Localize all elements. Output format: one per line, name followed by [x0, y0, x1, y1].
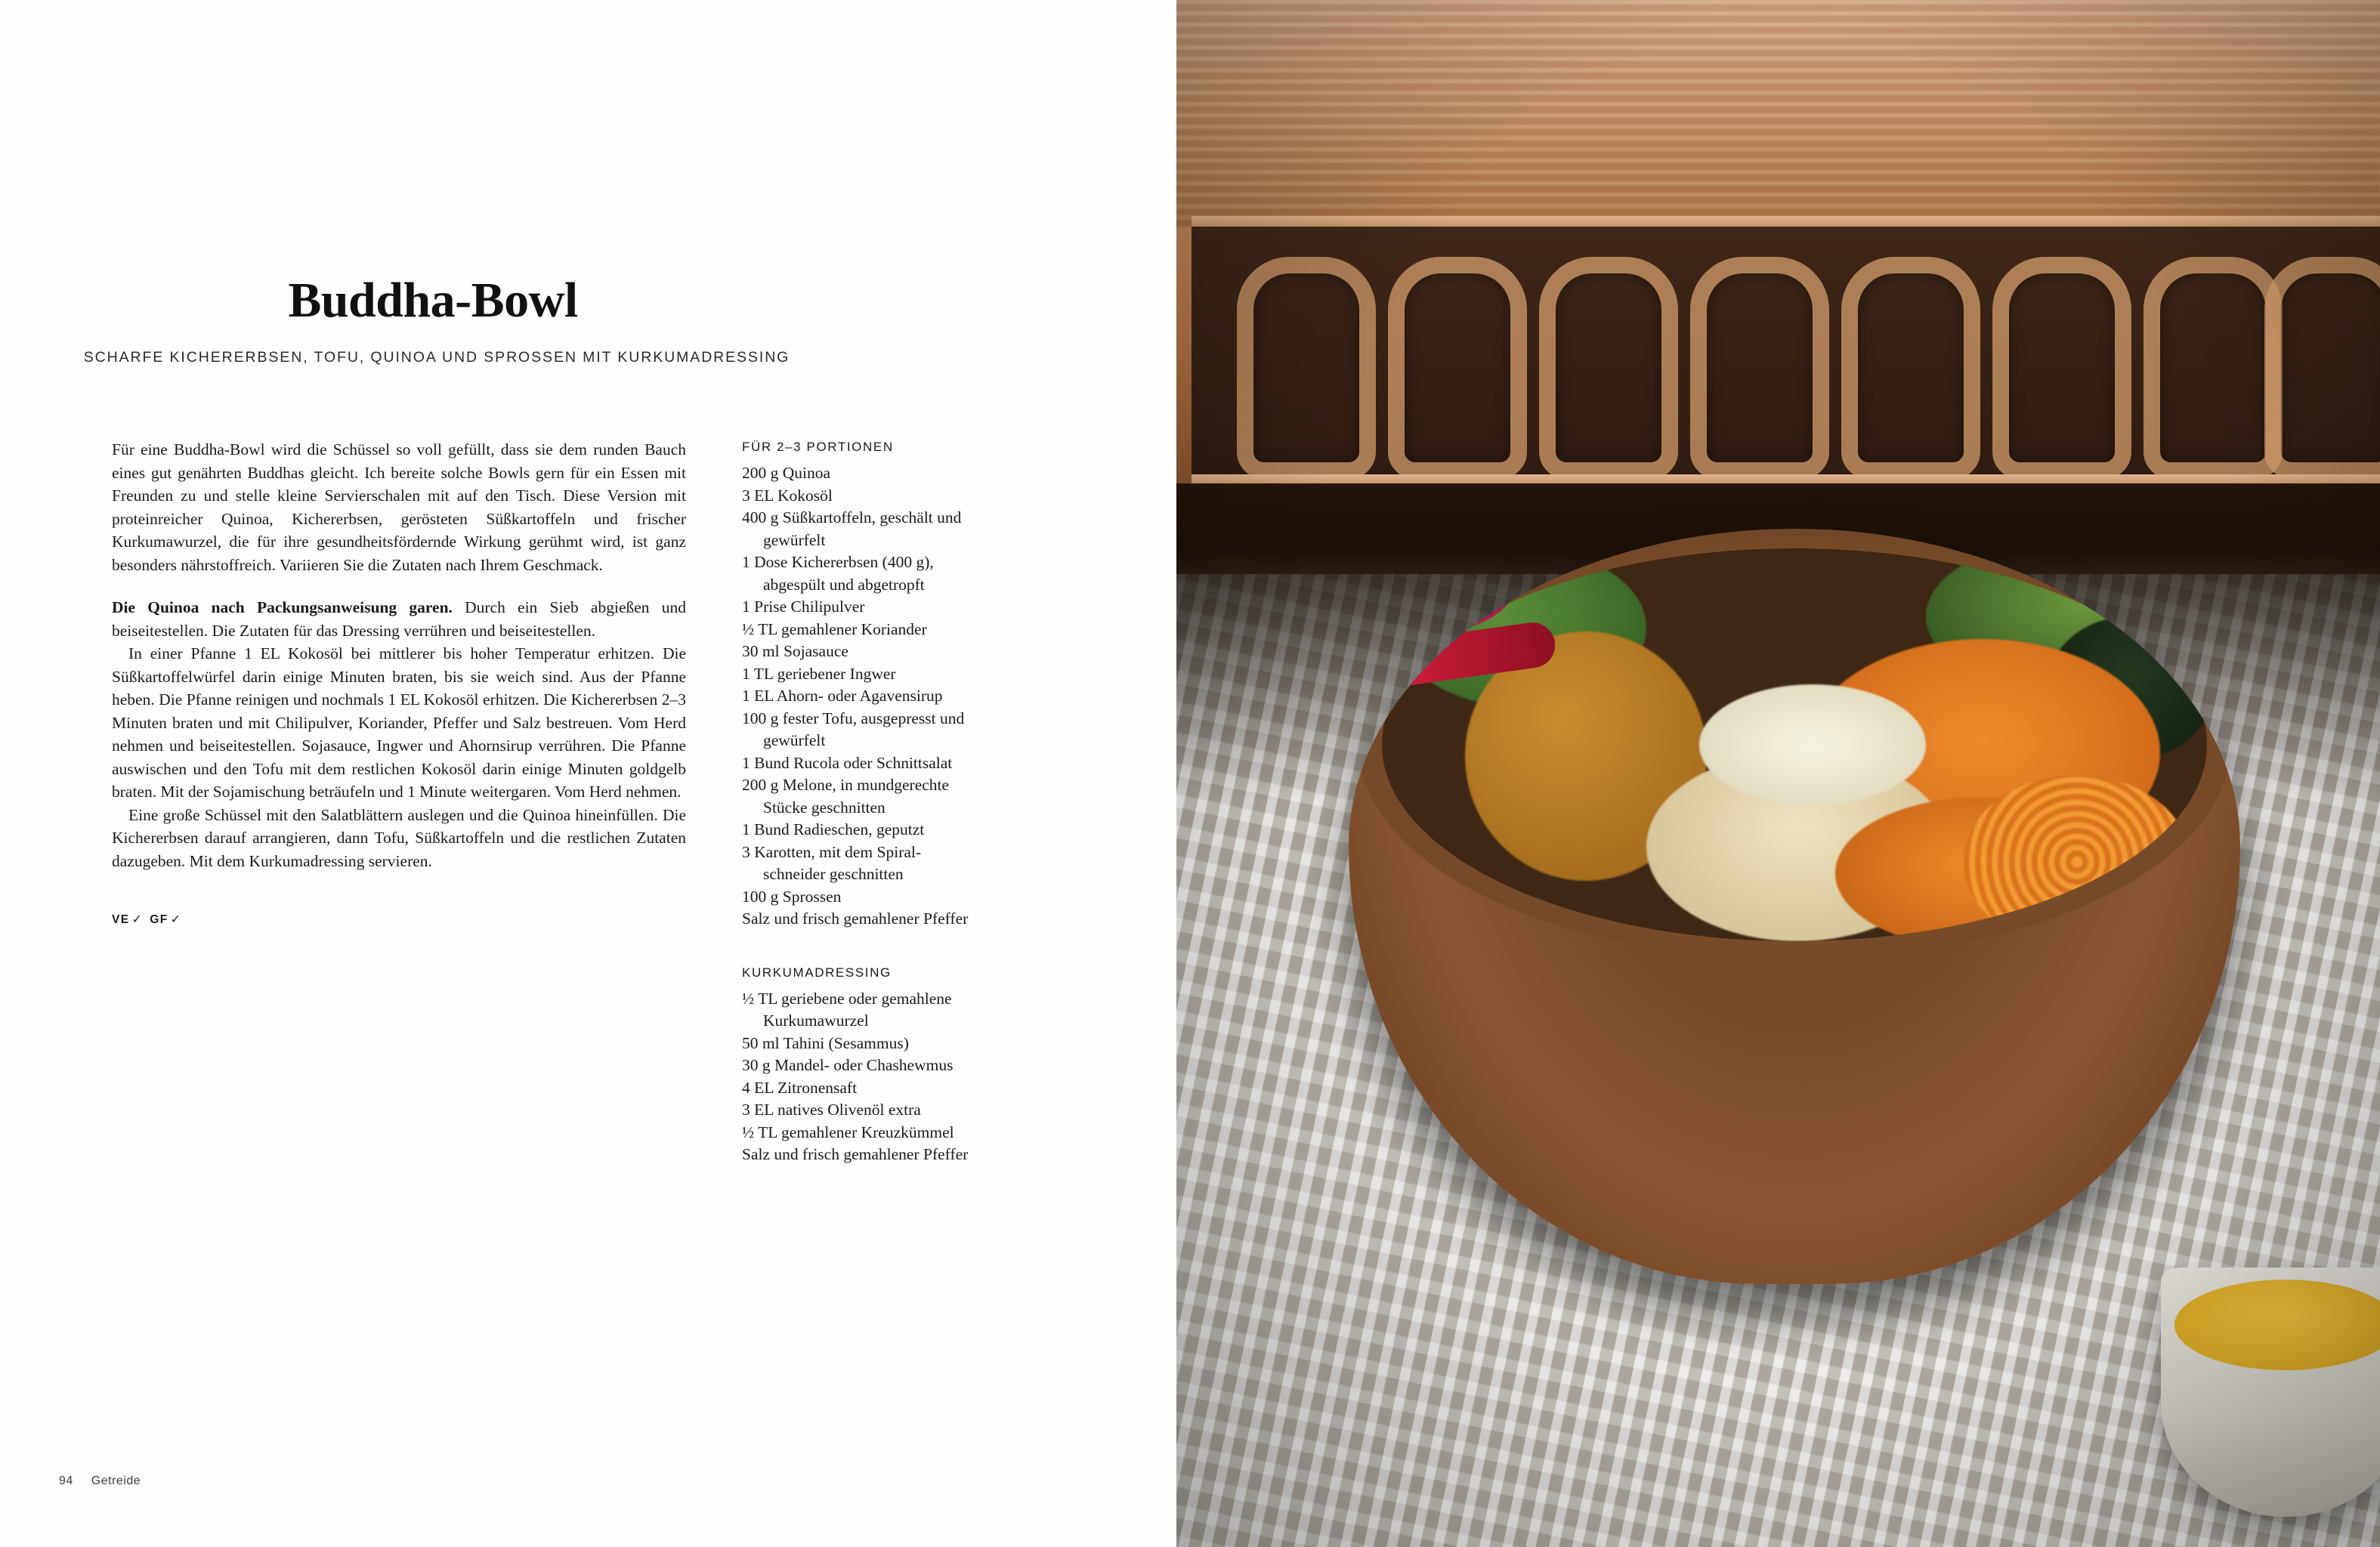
diet-badges	[112, 912, 686, 927]
ingredient-text: Salz und frisch gemahlener Pfeffer	[742, 909, 969, 928]
ingredient-text: ½ TL gemahlener Kreuzkümmel	[742, 1122, 954, 1141]
list-item	[742, 1077, 1059, 1100]
ingredient-text: 200 g Melone, in mundgerechte	[742, 776, 950, 794]
list-item	[742, 485, 1059, 508]
recipe-text-page	[0, 0, 1176, 1547]
ingredient-text: ½ TL geriebene oder gemahlene	[742, 989, 952, 1008]
list-item	[742, 507, 1059, 551]
ingredient-text: 3 EL Kokosöl	[742, 486, 833, 505]
ingredient-text: 4 EL Zitronensaft	[742, 1078, 858, 1097]
check-icon: ✓	[170, 913, 182, 926]
ingredient-text: 1 EL Ahorn- oder Agavensirup	[742, 687, 943, 705]
list-item	[742, 1144, 1059, 1166]
ingredient-text: 3 Karotten, mit dem Spiral-	[742, 842, 922, 861]
step-lead-in: Die Quinoa nach Packungsanweisung garen.	[112, 598, 453, 616]
ingredient-text: 1 Dose Kichererbsen (400 g),	[742, 553, 934, 571]
ingredient-text-cont: schneider geschnitten	[763, 865, 904, 883]
list-item	[742, 596, 1059, 619]
badge-vegan-label: VE	[112, 913, 130, 926]
ingredient-text: 1 Bund Rucola oder Schnittsalat	[742, 753, 953, 772]
chapter-name: Getreide	[91, 1474, 141, 1487]
buddha-bowl-photo	[1176, 0, 2380, 1547]
ingredients-list	[742, 462, 1059, 931]
list-item	[742, 841, 1059, 886]
method-step: Eine große Schüssel mit den Salatblättern auslegen und die Quinoa hineinfüllen. Die Kichererbsen darauf arrangieren, dann Tofu, Süßkartoffeln und die restlichen Zutaten dazugeben. Mit dem Kurkumadressing servieren.	[112, 805, 686, 870]
ingredient-text: Salz und frisch gemahlener Pfeffer	[742, 1145, 969, 1163]
page-footer	[59, 1474, 141, 1488]
list-item	[742, 1099, 1059, 1122]
list-item	[742, 462, 1059, 485]
list-item	[742, 886, 1059, 909]
ingredient-text: 1 Prise Chilipulver	[742, 597, 865, 616]
ingredient-text-cont: gewürfelt	[763, 731, 826, 749]
method-step: In einer Pfanne 1 EL Kokosöl bei mittlerer bis hoher Temperatur erhitzen. Die Süßkartoffelwürfel darin einige Minuten braten, bis sie weich sind. Aus der Pfanne heben. Die Pfanne reinigen und nochmals 1 EL Kokosöl erhitzen. Die Kichererbsen 2–3 Minuten braten und mit Chilipulver, Koriander, Pfeffer und Salz bestreuen. Vom Herd nehmen und beiseitestellen. Sojasauce, Ingwer und Ahornsirup verrühren. Die Pfanne auswischen und den Tofu mit dem restlichen Kokosöl darin einige Minuten goldgelb braten. Mit der Sojamischung beträufeln und 1 Minute weitergaren. Vom Herd nehmen.	[112, 644, 686, 801]
step-text: Durch ein Sieb abgießen und beiseitestellen. Die Zutaten für das Dressing verrühren und beiseitestellen.	[112, 598, 686, 640]
ingredient-text: 200 g Quinoa	[742, 464, 831, 482]
title-block	[83, 272, 1022, 366]
ingredient-text: 1 Bund Radieschen, geputzt	[742, 820, 925, 838]
check-icon: ✓	[131, 913, 144, 926]
list-item	[742, 551, 1059, 596]
ingredient-text-cont: Kurkumawurzel	[763, 1011, 869, 1030]
ingredient-text: 100 g fester Tofu, ausgepresst und	[742, 709, 965, 727]
ingredient-text: 100 g Sprossen	[742, 887, 842, 906]
badge-glutenfree-label: GF	[150, 913, 168, 926]
list-item	[742, 1054, 1059, 1077]
ingredients-column	[742, 438, 1059, 1166]
list-item	[742, 1122, 1059, 1144]
method-column	[112, 438, 686, 1166]
ingredient-text-cont: gewürfelt	[763, 530, 826, 549]
intro-paragraph: Für eine Buddha-Bowl wird die Schüssel so voll gefüllt, dass sie dem runden Bauch eines gut genährten Buddhas gleicht. Ich bereite solche Bowls gern für ein Essen mit Freunden zu und stelle kleine Servierschalen mit auf den Tisch. Diese Version mit proteinreicher Quinoa, Kichererbsen, gerösteten Süßkartoffeln und frischer Kurkumawurzel, die für ihre gesundheitsfördernde Wirkung gerühmt wird, ist ganz besonders nährstoffreich. Variieren Sie die Zutaten nach Ihrem Geschmack.	[112, 440, 686, 574]
page-title: Buddha-Bowl	[288, 273, 578, 328]
list-item	[742, 908, 1059, 931]
ingredient-text-cont: abgespült und abgetropft	[763, 575, 925, 594]
ingredient-text: 1 TL geriebener Ingwer	[742, 664, 896, 683]
dressing-list	[742, 988, 1059, 1166]
ingredient-text: 50 ml Tahini (Sesammus)	[742, 1033, 909, 1052]
ingredient-text: 30 g Mandel- oder Chashewmus	[742, 1056, 954, 1074]
ingredient-text: ½ TL gemahlener Koriander	[742, 619, 927, 638]
list-item	[742, 752, 1059, 775]
method-step	[112, 596, 686, 642]
photo-vignette	[1176, 0, 2380, 1547]
list-item	[742, 1033, 1059, 1055]
list-item	[742, 774, 1059, 819]
list-item	[742, 685, 1059, 708]
list-item	[742, 619, 1059, 641]
list-item	[742, 663, 1059, 686]
list-item	[742, 641, 1059, 663]
ingredient-text: 30 ml Sojasauce	[742, 642, 848, 660]
dressing-heading: KURKUMADRESSING	[742, 965, 892, 980]
recipe-subtitle: SCHARFE KICHERERBSEN, TOFU, QUINOA UND SPROSSEN MIT KURKUMADRESSING	[83, 349, 790, 366]
ingredient-text: 400 g Süßkartoffeln, geschält und	[742, 508, 962, 526]
ingredients-heading: FÜR 2–3 PORTIONEN	[742, 440, 894, 454]
recipe-photo-page	[1176, 0, 2380, 1547]
ingredient-text: 3 EL natives Olivenöl extra	[742, 1101, 921, 1119]
list-item	[742, 988, 1059, 1033]
page-number: 94	[59, 1474, 73, 1487]
body-columns	[112, 438, 1094, 1166]
list-item	[742, 708, 1059, 752]
list-item	[742, 819, 1059, 841]
ingredient-text-cont: Stücke geschnitten	[763, 798, 886, 817]
